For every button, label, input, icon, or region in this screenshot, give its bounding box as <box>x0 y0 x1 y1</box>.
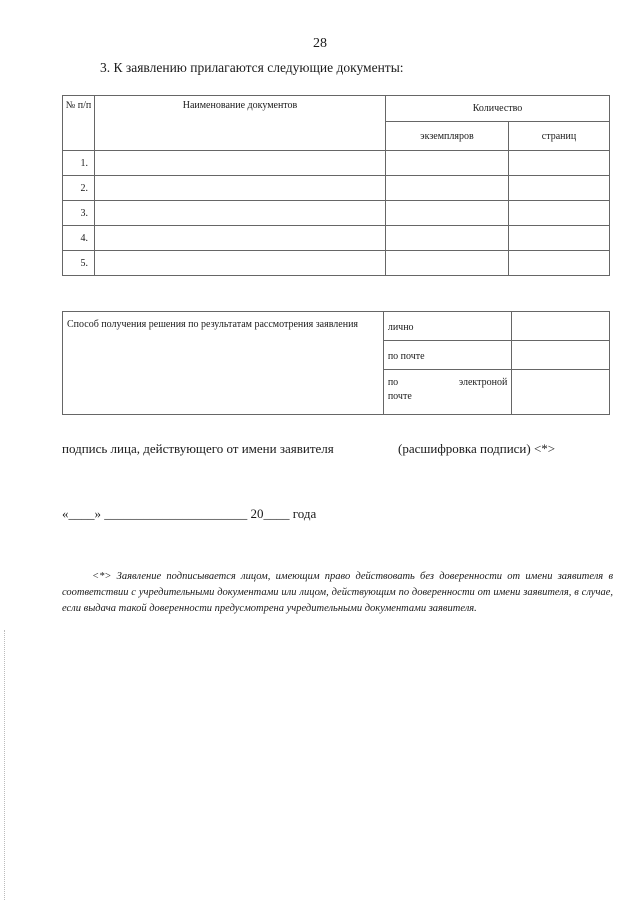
pages-cell[interactable] <box>509 151 610 176</box>
option-by-email <box>383 370 512 415</box>
copies-cell[interactable] <box>386 151 509 176</box>
option-by-email-word: электроной <box>458 377 508 388</box>
option-in-person: лично <box>383 312 512 341</box>
signature-caption: подпись лица, действующего от имени заявителя <box>62 441 334 456</box>
document-name-cell[interactable] <box>95 201 386 226</box>
header-document-name: Наименование документов <box>95 96 386 151</box>
table-row <box>63 151 610 176</box>
table-row <box>63 176 610 201</box>
row-number: 3. <box>63 201 95 226</box>
header-number: № п/п <box>63 96 95 151</box>
receipt-method-table <box>62 311 610 415</box>
row-number: 2. <box>63 176 95 201</box>
table-row <box>63 251 610 276</box>
option-by-mail: по почте <box>383 341 512 370</box>
option-by-mail-mark[interactable] <box>512 341 610 370</box>
documents-table <box>62 95 610 276</box>
header-pages: страниц <box>509 122 610 151</box>
option-by-email-word: почте <box>387 391 412 402</box>
document-name-cell[interactable] <box>95 251 386 276</box>
row-number: 4. <box>63 226 95 251</box>
page-number: 28 <box>313 36 327 51</box>
signature-decryption-caption: (расшифровка подписи) <*> <box>398 441 556 456</box>
attachments-intro: 3. К заявлению прилагаются следующие документы: <box>100 60 404 75</box>
header-quantity: Количество <box>386 96 610 122</box>
footnote: <*> Заявление подписывается лицом, имеющим право действовать без доверенности от имени заявителя в соответствии с учредительными документами или лицом, действующим по доверенности от имени заявителя, в случае, если выдача такой доверенности предусмотрена учредительными документами заявителя. <box>62 571 613 614</box>
pages-cell[interactable] <box>509 251 610 276</box>
row-number: 1. <box>63 151 95 176</box>
header-copies: экземпляров <box>386 122 509 151</box>
option-in-person-mark[interactable] <box>512 312 610 341</box>
table-row <box>63 201 610 226</box>
document-name-cell[interactable] <box>95 176 386 201</box>
pages-cell[interactable] <box>509 176 610 201</box>
document-name-cell[interactable] <box>95 151 386 176</box>
copies-cell[interactable] <box>386 176 509 201</box>
margin-rule <box>4 630 5 900</box>
receipt-method-label: Способ получения решения по результатам рассмотрения заявления <box>63 312 384 415</box>
copies-cell[interactable] <box>386 251 509 276</box>
pages-cell[interactable] <box>509 226 610 251</box>
date-line[interactable]: «____» ______________________ 20____ года <box>62 506 317 521</box>
pages-cell[interactable] <box>509 201 610 226</box>
table-row <box>63 226 610 251</box>
copies-cell[interactable] <box>386 226 509 251</box>
option-by-email-word: по <box>387 377 399 388</box>
option-by-email-mark[interactable] <box>512 370 610 415</box>
copies-cell[interactable] <box>386 201 509 226</box>
row-number: 5. <box>63 251 95 276</box>
document-name-cell[interactable] <box>95 226 386 251</box>
